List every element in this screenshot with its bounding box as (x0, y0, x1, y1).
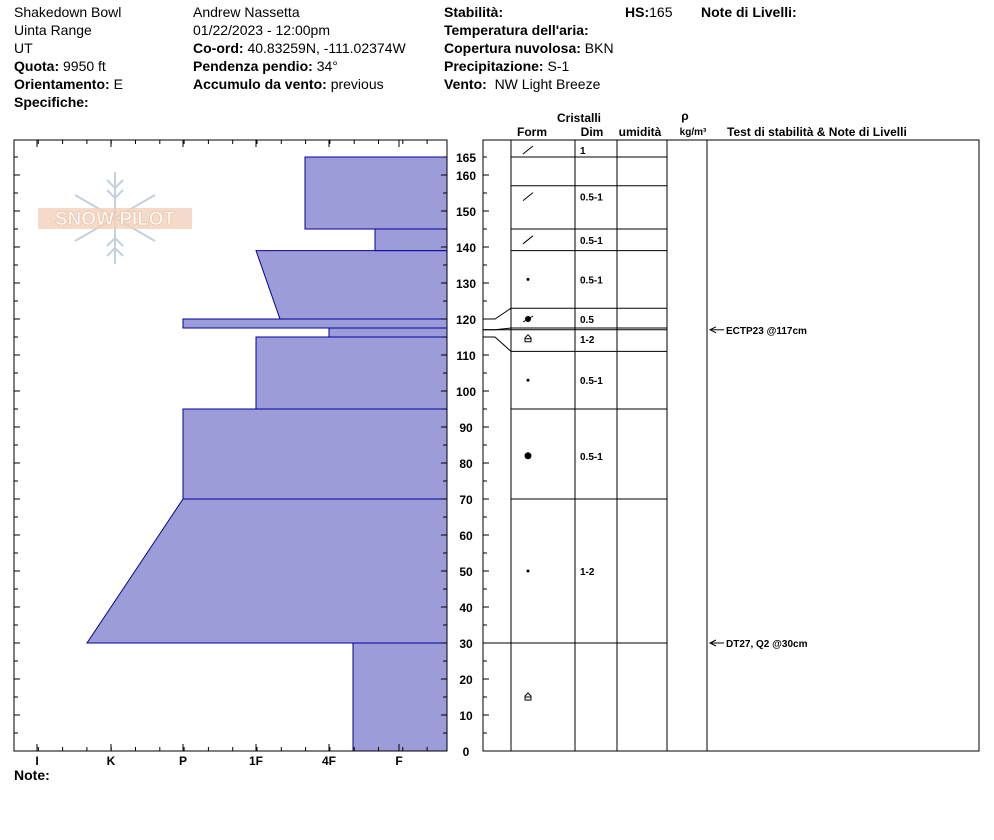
rho-header: ρ (681, 109, 689, 123)
height-tick-label-160: 160 (455, 169, 477, 183)
rounded-grain-icon (527, 278, 530, 281)
height-tick-label-70: 70 (459, 493, 473, 507)
rounded-grain-icon (527, 379, 530, 382)
layer-size-label: 0.5-1 (580, 275, 603, 287)
snow-height: HS:165 (625, 4, 673, 20)
hardness-layer-7 (375, 229, 447, 251)
height-tick-label-120: 120 (455, 313, 477, 327)
layer-connector (483, 337, 511, 351)
aspect: Orientamento: E (14, 76, 123, 92)
crystals-header: Cristalli (556, 111, 602, 125)
height-tick-label-165: 165 (455, 151, 477, 165)
height-tick-label-100: 100 (455, 385, 477, 399)
height-tick-label-150: 150 (455, 205, 477, 219)
depth-hoar-icon (525, 693, 531, 700)
layer-size-label: 1-2 (580, 567, 595, 578)
hardness-layer-6 (256, 251, 447, 319)
hardness-tick-label-P: P (178, 754, 188, 768)
stability-tests (483, 326, 808, 650)
tests-header: Test di stabilità & Note di Livelli (727, 125, 907, 139)
test-label-0: ECTP23 @117cm (726, 325, 807, 337)
moisture-header: umidità (618, 125, 662, 139)
form-header: Form (517, 125, 547, 139)
notes-label: Note: (14, 767, 50, 783)
air-temperature: Temperatura dell'aria: (444, 22, 589, 38)
layer-notes-label: Note di Livelli: (701, 4, 797, 20)
size-header: Dim (580, 125, 604, 139)
location-name: Shakedown Bowl (14, 4, 122, 20)
height-tick-label-40: 40 (459, 601, 473, 615)
test-label-1: DT27, Q2 @30cm (726, 639, 808, 650)
height-tick-label-20: 20 (459, 673, 473, 687)
density-unit-header: kg/m³ (679, 127, 707, 138)
layer-size-label: 0.5-1 (580, 235, 603, 247)
layer-size-label: 1-2 (580, 334, 595, 346)
hardness-layer-8 (305, 157, 447, 229)
mountain-range: Uinta Range (14, 22, 92, 38)
height-tick-label-0: 0 (462, 745, 470, 759)
height-tick-label-80: 80 (459, 457, 473, 471)
stability: Stabilità: (444, 4, 504, 20)
wind-loading: Accumulo da vento: previous (193, 76, 384, 92)
wind: Vento: NW Light Breeze (444, 76, 601, 92)
hardness-profile (87, 157, 447, 751)
state: UT (14, 40, 33, 56)
height-tick-label-110: 110 (456, 349, 476, 363)
depth-hoar-icon (525, 335, 531, 342)
layer-size-label: 0.5-1 (580, 451, 603, 463)
height-tick-label-50: 50 (459, 565, 473, 579)
decomposing-icon (523, 236, 533, 244)
observation-datetime: 01/22/2023 - 12:00pm (193, 22, 330, 38)
hardness-layer-5 (183, 319, 447, 328)
height-tick-label-60: 60 (459, 529, 473, 543)
layer-table-frame (483, 140, 979, 751)
coordinates: Co-ord: 40.83259N, -111.02374W (193, 40, 406, 56)
hardness-layer-1 (87, 499, 447, 643)
specifics: Specifiche: (14, 94, 89, 110)
decomposing-icon (523, 193, 533, 201)
hardness-tick-label-F: F (395, 754, 403, 768)
layer-size-label: 0.5-1 (580, 192, 603, 204)
rounded-grain-icon (527, 570, 530, 573)
snowpilot-logo (38, 172, 192, 264)
hardness-layer-2 (183, 409, 447, 499)
layer-connector (483, 308, 511, 319)
decomposing-icon (523, 146, 533, 154)
layer-size-label: 0.5-1 (580, 376, 603, 388)
elevation: Quota: 9950 ft (14, 58, 106, 74)
layer-size-label: 0.5 (580, 315, 594, 326)
rounded-grain-large-icon (525, 452, 532, 459)
hardness-layer-4 (329, 328, 447, 337)
hardness-tick-label-I: I (35, 754, 39, 768)
logo-text: SNOW PILOT (54, 209, 176, 230)
cloud-cover: Copertura nuvolosa: BKN (444, 40, 614, 56)
observer-name: Andrew Nassetta (193, 4, 300, 20)
hardness-tick-label-1F: 1F (248, 754, 264, 768)
height-tick-label-140: 140 (455, 241, 477, 255)
layer-size-label: 1 (580, 146, 586, 157)
height-tick-label-30: 30 (459, 637, 473, 651)
hardness-tick-label-4F: 4F (321, 754, 337, 768)
height-tick-label-10: 10 (459, 709, 473, 723)
slope-angle: Pendenza pendio: 34° (193, 58, 338, 74)
hardness-layer-0 (353, 643, 447, 751)
hardness-tick-label-K: K (106, 754, 116, 768)
height-tick-label-90: 90 (459, 421, 473, 435)
height-tick-label-130: 130 (455, 277, 477, 291)
hardness-layer-3 (256, 337, 447, 409)
precipitation: Precipitazione: S-1 (444, 58, 570, 74)
